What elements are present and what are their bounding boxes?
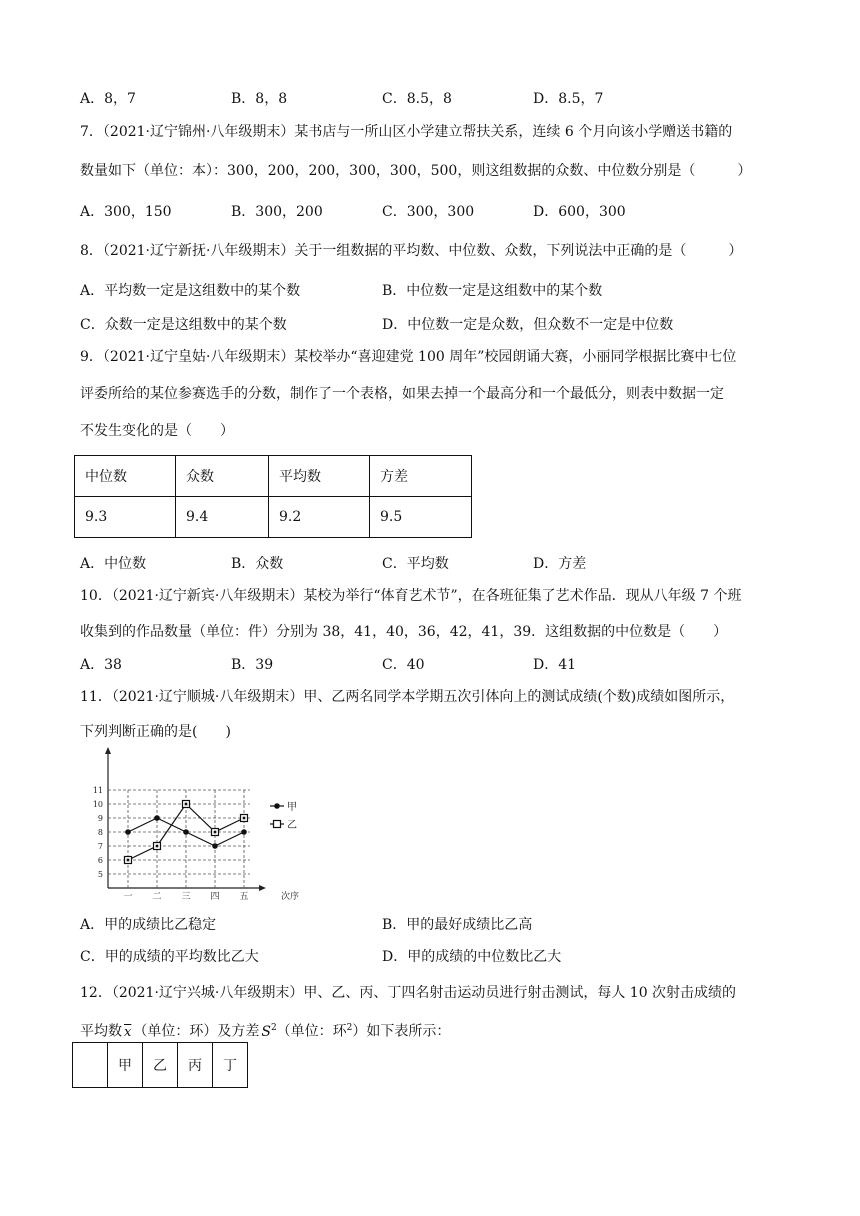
q7-option-d: D．600，300 [533, 204, 626, 220]
table-cell: 方差 [370, 456, 472, 497]
q8-option-a: A．平均数一定是这组数中的某个数 [80, 283, 301, 299]
table-row [75, 456, 472, 497]
data-point-jia [154, 815, 160, 821]
superscript: 2 [346, 1023, 353, 1033]
q6-option-c: C．8.5，8 [382, 91, 452, 107]
q8-option-c: C．众数一定是这组数中的某个数 [80, 317, 287, 333]
q9-option-b: B．众数 [231, 556, 284, 572]
y-tick-label: 6 [97, 856, 103, 865]
q9-option-d: D．方差 [533, 556, 587, 572]
q9-stem-line-1: 9．（2021·辽宁皇姑·八年级期末）某校举办“喜迎建党 100 周年”校园朗诵大赛，小丽同学根据比赛中七位 [80, 349, 737, 365]
table-cell: 甲 [108, 1043, 143, 1088]
table-cell: 9.5 [370, 497, 472, 538]
y-tick-label: 9 [97, 814, 103, 823]
data-point-yi-center [127, 859, 130, 862]
q6-option-d: D．8.5，7 [533, 91, 604, 107]
q11-stem-line-2: 下列判断正确的是( ) [80, 724, 231, 740]
q10-stem-line-1: 10．（2021·辽宁新宾·八年级期末）某校为举行“体育艺术节”，在各班征集了艺术作品．现从八年级 7 个班 [80, 588, 742, 604]
q8-stem: 8．（2021·辽宁新抚·八年级期末）关于一组数据的平均数、中位数、众数，下列说法中正确的是（ ） [80, 243, 743, 259]
legend-marker [274, 803, 280, 809]
table-cell: 9.2 [269, 497, 370, 538]
y-tick-label: 8 [97, 828, 103, 837]
q9-stats-table [74, 455, 472, 538]
q11-option-a: A．甲的成绩比乙稳定 [80, 917, 217, 933]
data-point-jia [125, 829, 131, 835]
q7-option-b: B．300，200 [231, 204, 323, 220]
q11-line-chart [84, 746, 304, 900]
q11-option-c: C．甲的成绩的平均数比乙大 [80, 949, 259, 965]
table-cell: 丙 [178, 1043, 213, 1088]
y-tick-label: 5 [97, 870, 103, 879]
q8-option-b: B．中位数一定是这组数中的某个数 [382, 283, 603, 299]
data-point-yi-center [185, 803, 188, 806]
table-cell [73, 1043, 108, 1088]
x-bar-symbol: $\overline{x}$ [124, 1024, 132, 1040]
data-point-jia [241, 829, 247, 835]
legend-label: 乙 [287, 820, 297, 831]
q12-table [72, 1042, 248, 1088]
q12-text-mean: 平均数 [80, 1023, 122, 1040]
q7-stem-line-1: 7．（2021·辽宁锦州·八年级期末）某书店与一所山区小学建立帮扶关系，连续 6 个月向该小学赠送书籍的 [80, 124, 733, 140]
q6-option-b: B．8，8 [231, 91, 288, 107]
table-row [73, 1043, 248, 1088]
table-cell: 9.3 [75, 497, 176, 538]
data-point-yi-center [156, 845, 159, 848]
table-cell: 众数 [176, 456, 269, 497]
x-axis-arrow [259, 885, 266, 891]
table-cell: 9.4 [176, 497, 269, 538]
data-point-jia [212, 843, 218, 849]
q12-text-unit: （单位：环）及方差 [133, 1023, 260, 1040]
q9-option-a: A．中位数 [80, 556, 147, 572]
q7-option-c: C．300，300 [382, 204, 475, 220]
y-tick-label: 11 [92, 786, 103, 795]
q12-text-end: ）如下表所示： [352, 1023, 451, 1040]
q12-text-unit2: （单位：环 [276, 1023, 347, 1040]
x-axis-label: 次序 [280, 892, 300, 900]
data-point-jia [183, 829, 189, 835]
table-cell: 平均数 [269, 456, 370, 497]
table-cell: 丁 [213, 1043, 248, 1088]
table-cell: 乙 [143, 1043, 178, 1088]
table-cell: 中位数 [75, 456, 176, 497]
q10-option-c: C．40 [382, 657, 425, 673]
q6-option-a: A．8，7 [80, 91, 136, 107]
q10-option-d: D．41 [533, 657, 577, 673]
q11-stem-line-1: 11．（2021·辽宁顺城·八年级期末）甲、乙两名同学本学期五次引体向上的测试成绩(个数)成绩如图所示， [80, 689, 735, 705]
q9-stem-line-3: 不发生变化的是（ ） [80, 423, 234, 439]
q9-stem-line-2: 评委所给的某位参赛选手的分数，制作了一个表格，如果去掉一个最高分和一个最低分，则表中数据一定 [80, 386, 724, 402]
q10-option-b: B．39 [231, 657, 274, 673]
q10-option-a: A．38 [80, 657, 122, 673]
s-symbol: S [261, 1023, 271, 1040]
x-tick-label: 五 [239, 892, 249, 900]
y-axis-arrow [105, 747, 111, 754]
x-tick-label: 二 [152, 892, 162, 900]
table-row [75, 497, 472, 538]
q8-option-d: D．中位数一定是众数，但众数不一定是中位数 [382, 317, 674, 333]
legend-marker [274, 821, 281, 828]
q12-stem-line-1: 12．（2021·辽宁兴城·八年级期末）甲、乙、丙、丁四名射击运动员进行射击测试，每人 10 次射击成绩的 [80, 985, 737, 1001]
x-tick-label: 四 [210, 892, 220, 900]
q10-stem-line-2: 收集到的作品数量（单位：件）分别为 38，41，40，36，42，41，39．这组数据的中位数是（ ） [80, 624, 728, 640]
q7-option-a: A．300，150 [80, 204, 172, 220]
data-point-yi-center [214, 831, 217, 834]
q7-stem-line-2: 数量如下（单位：本）：300，200，200，300，300，500，则这组数据的众数、中位数分别是（ ） [80, 163, 752, 179]
q12-stem-line-2 [80, 1018, 450, 1043]
q11-option-b: B．甲的最好成绩比乙高 [382, 917, 533, 933]
data-point-yi-center [243, 817, 246, 820]
y-tick-label: 10 [92, 800, 103, 809]
superscript: 2 [270, 1023, 277, 1033]
y-tick-label: 7 [97, 842, 103, 851]
q9-option-c: C．平均数 [382, 556, 449, 572]
x-tick-label: 一 [123, 892, 133, 900]
x-tick-label: 三 [181, 892, 191, 900]
q11-option-d: D．甲的成绩的中位数比乙大 [382, 949, 562, 965]
legend-label: 甲 [287, 802, 297, 813]
